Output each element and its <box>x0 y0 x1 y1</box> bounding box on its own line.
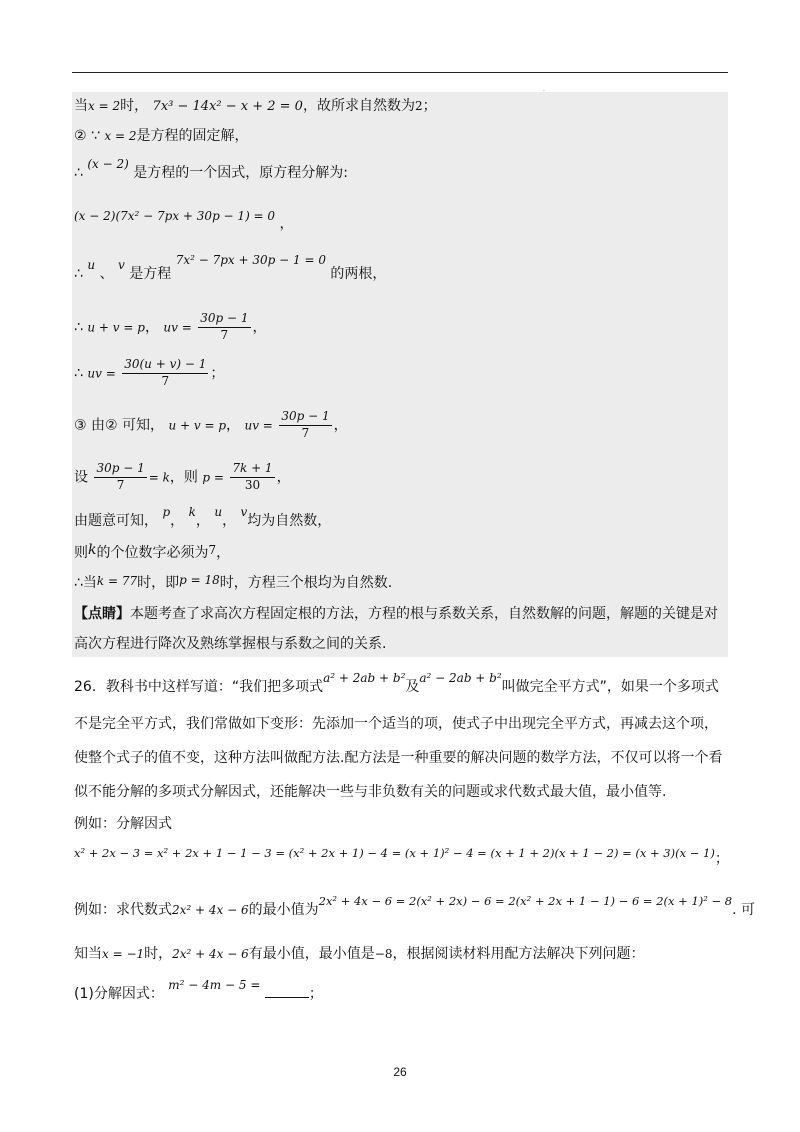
q26-line-2: 不是完全平方式，我们常做如下变形：先添加一个适当的项，使式子中出现完全平方式，再减去这个项， <box>74 716 718 732</box>
q26-line-1: 26．教科书中这样写道：“我们把多项式a² + 2ab + b²及a² − 2ab + b²叫做完全平方式”，如果一个多项式 <box>74 671 719 695</box>
solution-line-6: ∴ u + v = p， uv = $\frac{30p - 1}{7}$ ， <box>74 311 267 342</box>
page-number: 26 <box>393 1065 407 1079</box>
solution-line-8: ③ 由② 可知， u + v = p， uv = $\frac{30p - 1}{7}$ ， <box>74 409 348 440</box>
solution-line-14: 高次方程进行降次及熟练掌握根与系数之间的关系. <box>74 636 387 652</box>
solution-line-2: ② ∵ x = 2是方程的固定解， <box>74 128 249 144</box>
q26-part-1: (1)分解因式： m² − 4m − 5 = ； <box>74 978 323 1002</box>
solution-line-7: ∴ uv = $\frac{30(u + v) - 1}{7}$ ； <box>74 357 225 388</box>
solution-line-1: 当x = 2时， 7x³ − 14x² − x + 2 = 0，故所求自然数为2； <box>74 98 437 114</box>
q26-line-5: 例如：分解因式 <box>74 816 172 832</box>
solution-line-9: 设 $\frac{30p - 1}{7}$ = k，则 p = $\frac{7k + 1}{30}$ ， <box>74 461 291 492</box>
q26-line-7: 例如：求代数式2x² + 4x − 6的最小值为$^{2x^2 + 4x - 6 = 2(x^2 + 2x) - 6 = 2(x^2 + 2x + 1 - 1) - 6 = 2(x + 1)^2 - 8}$. 可 <box>74 894 756 918</box>
q26-line-8: 知当x = −1时，2x² + 4x − 6有最小值，最小值是−8，根据阅读材料用配方法解决下列问题： <box>74 946 645 962</box>
solution-line-3: ∴ (x − 2) 是方程的一个因式，原方程分解为: <box>74 157 348 181</box>
solution-line-13: 【点睛】本题考查了求高次方程固定根的方法，方程的根与系数关系，自然数解的问题，解题的关键是对 <box>74 606 718 622</box>
solution-line-5: ∴ u 、 v 是方程 7x² − 7px + 30p − 1 = 0 的两根， <box>74 253 387 282</box>
fraction-k: $\frac{30p - 1}{7}$ <box>96 461 145 492</box>
solution-line-10: 由题意可知， p， k， u， v均为自然数， <box>74 505 332 529</box>
fraction-p: $\frac{7k + 1}{30}$ <box>232 461 273 492</box>
header-rule <box>72 72 728 73</box>
fraction-uv-2: $\frac{30p - 1}{7}$ <box>281 409 330 440</box>
fraction-uv-sum: $\frac{30(u + v) - 1}{7}$ <box>124 357 207 388</box>
answer-blank[interactable] <box>265 985 309 998</box>
fraction-uv: $\frac{30p - 1}{7}$ <box>200 311 249 342</box>
solution-line-12: ∴当k = 77时，即p = 18时，方程三个根均为自然数. <box>74 573 393 591</box>
header-mark: . <box>543 86 545 93</box>
solution-line-4: (x − 2)(7x² − 7px + 30p − 1) = 0 ， <box>74 209 294 232</box>
q26-line-3: 使整个式子的值不变，这种方法叫做配方法.配方法是一种重要的解决问题的数学方法，不仅可以将一个看 <box>74 750 723 766</box>
key-point-label: 【点睛】 <box>74 606 130 622</box>
q26-line-4: 似不能分解的多项式分解因式，还能解决一些与非负数有关的问题或求代数式最大值，最小值等. <box>74 784 667 800</box>
q26-line-6: x² + 2x − 3 = x² + 2x + 1 − 1 − 3 = (x² + 2x + 1) − 4 = (x + 1)² − 4 = (x + 1 + 2)(x + 1 − 2) = (x + 3)(x − 1)； <box>74 846 729 867</box>
solution-line-11: 则k的个位数字必须为7， <box>74 542 231 561</box>
